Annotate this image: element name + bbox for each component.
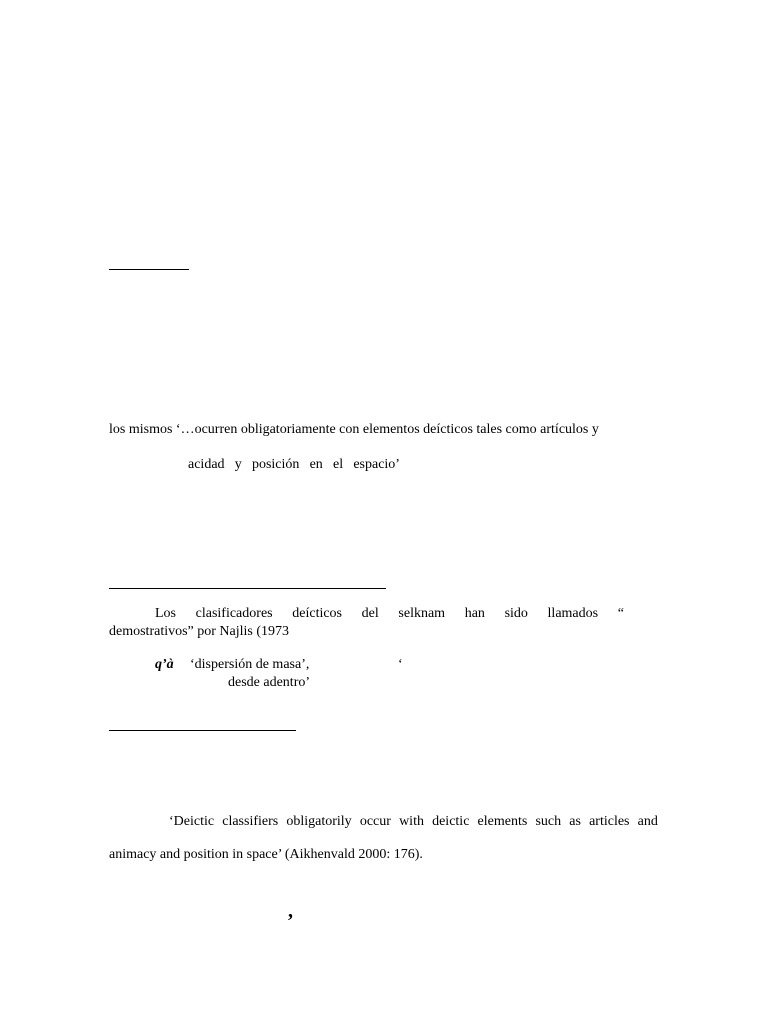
example-quote-open: ‘ bbox=[398, 657, 403, 672]
word: classifiers bbox=[222, 814, 279, 829]
word: deícticos bbox=[292, 606, 343, 621]
word: and bbox=[637, 814, 658, 829]
paragraph-3-line-1 bbox=[169, 813, 658, 831]
footnote-separator-2 bbox=[109, 588, 386, 589]
word: en bbox=[309, 457, 323, 472]
word: such bbox=[535, 814, 562, 829]
word: Los bbox=[155, 606, 176, 621]
word: occur bbox=[359, 814, 391, 829]
word: acidad bbox=[188, 457, 225, 472]
word: llamados bbox=[547, 606, 599, 621]
stray-comma: ’ bbox=[287, 910, 294, 932]
word: “ bbox=[617, 606, 624, 621]
paragraph-2-line-1 bbox=[155, 605, 624, 623]
word: sido bbox=[504, 606, 528, 621]
paragraph-1-line-1: los mismos ‘…ocurren obligatoriamente con elementos deícticos tales como artículos y bbox=[109, 422, 599, 437]
word: el bbox=[333, 457, 344, 472]
paragraph-3-line-2: animacy and position in space’ (Aikhenvald 2000: 176). bbox=[109, 847, 423, 862]
footnote-separator-3 bbox=[109, 730, 296, 731]
example-gloss-2: desde adentro’ bbox=[228, 675, 311, 690]
word: clasificadores bbox=[195, 606, 273, 621]
footnote-separator-1 bbox=[109, 269, 189, 270]
word: as bbox=[569, 814, 581, 829]
word: ‘Deictic bbox=[169, 814, 215, 829]
word: elements bbox=[477, 814, 528, 829]
word: del bbox=[361, 606, 379, 621]
paragraph-2-line-2: demostrativos” por Najlis (1973 bbox=[109, 624, 290, 639]
word: posición bbox=[251, 457, 300, 472]
example-gloss-1: ‘dispersión de masa’, bbox=[190, 657, 310, 672]
word: selknam bbox=[398, 606, 446, 621]
paragraph-1-line-2 bbox=[188, 456, 400, 474]
word: han bbox=[464, 606, 485, 621]
word: articles bbox=[589, 814, 630, 829]
word: obligatorily bbox=[286, 814, 352, 829]
example-term: q’à bbox=[155, 657, 174, 672]
word: espacio’ bbox=[353, 457, 400, 472]
word: deictic bbox=[432, 814, 470, 829]
word: with bbox=[399, 814, 424, 829]
word: y bbox=[234, 457, 242, 472]
